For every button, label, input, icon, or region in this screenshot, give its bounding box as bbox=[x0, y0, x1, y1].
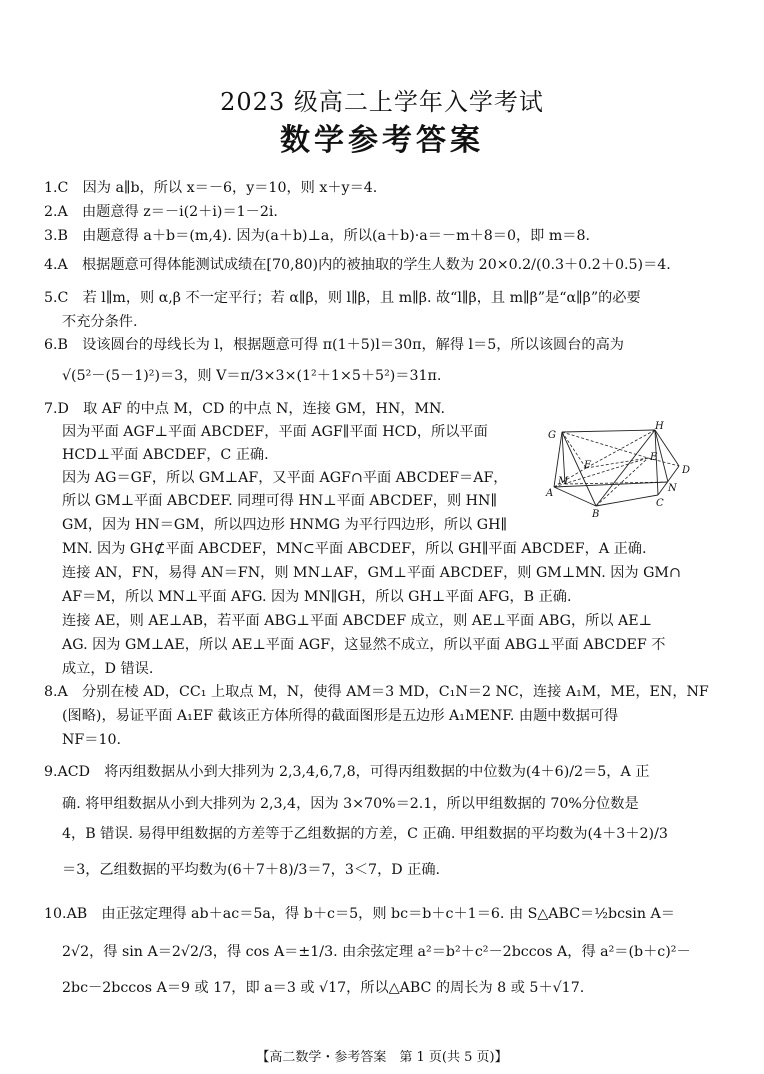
answer-1: 1.C 因为 a∥b，所以 x＝－6，y＝10，则 x＋y＝4. bbox=[44, 180, 378, 196]
label-A: A bbox=[546, 488, 554, 499]
answer-8-line3: NF＝10. bbox=[62, 732, 122, 748]
label-F: F bbox=[584, 460, 591, 471]
answer-7-line5: 所以 GM⊥平面 ABCDEF. 同理可得 HN⊥平面 ABCDEF，则 HN∥ bbox=[62, 493, 498, 509]
answer-2: 2.A 由题意得 z＝－i(2＋i)＝1－2i. bbox=[44, 204, 278, 220]
page-subtitle: 数学参考答案 bbox=[280, 123, 484, 158]
answer-5-line1: 5.C 若 l∥m，则 α,β 不一定平行；若 α∥β，则 l∥β，且 m∥β. 故“l∥β，且 m∥β”是“α∥β”的必要 bbox=[44, 290, 641, 306]
answer-9-line4: ＝3，乙组数据的平均数为(6＋7＋8)/3＝7，3＜7，D 正确. bbox=[62, 862, 441, 878]
answer-10-line3: 2bc－2bccos A＝9 或 17，即 a＝3 或 √17，所以△ABC 的周长为 8 或 5＋√17. bbox=[62, 980, 585, 996]
label-M: M bbox=[558, 476, 569, 487]
answer-7-line9: AF＝M，所以 MN⊥平面 AFG. 因为 MN∥GH，所以 GH⊥平面 AFG，B 正确. bbox=[62, 589, 572, 605]
answer-5-line2: 不充分条件. bbox=[62, 314, 138, 330]
answer-10-line2: 2√2，得 sin A＝2√2/3，得 cos A＝±1/3. 由余弦定理 a²＝b²＋c²－2bccos A，得 a²＝(b＋c)²－ bbox=[62, 944, 691, 960]
answer-7-line10: 连接 AE，则 AE⊥AB，若平面 ABG⊥平面 ABCDEF 成立，则 AE⊥平面 ABG，所以 AE⊥ bbox=[62, 613, 652, 629]
answer-7-line8: 连接 AN，FN，易得 AN＝FN，则 MN⊥AF，GM⊥平面 ABCDEF，则 GM⊥MN. 因为 GM∩ bbox=[62, 565, 681, 581]
label-G: G bbox=[548, 430, 556, 441]
answer-8-line1: 8.A 分别在棱 AD，CC₁ 上取点 M，N，使得 AM＝3 MD，C₁N＝2 NC，连接 A₁M，ME，EN，NF bbox=[44, 684, 709, 700]
answer-7-line1: 7.D 取 AF 的中点 M，CD 的中点 N，连接 GM，HN，MN. bbox=[44, 401, 446, 417]
answer-7-line6: GM，因为 HN＝GM，所以四边形 HNMG 为平行四边形，所以 GH∥ bbox=[62, 517, 508, 533]
answer-7-line12: 成立，D 错误. bbox=[62, 661, 154, 677]
label-E: E bbox=[650, 452, 658, 463]
answer-8-line2: (图略)，易证平面 A₁EF 截该正方体所得的截面图形是五边形 A₁MENF. 由题中数据可得 bbox=[62, 708, 619, 724]
page-footer: 【高二数学・参考答案 第 1 页(共 5 页)】 bbox=[256, 1050, 508, 1065]
answer-9-line1: 9.ACD 将丙组数据从小到大排列为 2,3,4,6,7,8，可得丙组数据的中位数为(4＋6)/2＝5，A 正 bbox=[44, 764, 650, 780]
answer-6-line1: 6.B 设该圆台的母线长为 l，根据题意可得 π(1＋5)l＝30π，解得 l＝5，所以该圆台的高为 bbox=[44, 337, 624, 353]
label-D: D bbox=[682, 465, 691, 476]
answer-9-line2: 确. 将甲组数据从小到大排列为 2,3,4，因为 3×70%＝2.1，所以甲组数据的 70%分位数是 bbox=[62, 796, 639, 812]
answer-7-line4: 因为 AG＝GF，所以 GM⊥AF，又平面 AGF∩平面 ABCDEF＝AF， bbox=[62, 470, 508, 486]
answer-3: 3.B 由题意得 a＋b＝(m,4). 因为(a＋b)⊥a，所以(a＋b)·a＝－m＋8＝0，即 m＝8. bbox=[44, 228, 591, 244]
label-N: N bbox=[668, 483, 677, 494]
label-H: H bbox=[655, 421, 664, 432]
label-B: B bbox=[592, 509, 600, 520]
answer-7-line7: MN. 因为 GH⊄平面 ABCDEF，MN⊂平面 ABCDEF，所以 GH∥平面 ABCDEF，A 正确. bbox=[62, 541, 647, 557]
answer-7-line2: 因为平面 AGF⊥平面 ABCDEF，平面 AGF∥平面 HCD，所以平面 bbox=[62, 424, 488, 440]
answer-6-line2: √(5²－(5－1)²)＝3，则 V＝π/3×3×(1²＋1×5＋5²)＝31π. bbox=[62, 368, 442, 384]
answer-7-line11: AG. 因为 GM⊥AE，所以 AE⊥平面 AGF，这显然不成立，所以平面 ABG⊥平面 ABCDEF 不 bbox=[62, 637, 666, 653]
page-title: 2023 级高二上学年入学考试 bbox=[220, 88, 544, 116]
answer-4: 4.A 根据题意可得体能测试成绩在[70,80)内的被抽取的学生人数为 20×0.2/(0.3＋0.2＋0.5)＝4. bbox=[44, 257, 671, 273]
hexagon-prism-figure bbox=[548, 420, 728, 520]
answer-7-line3: HCD⊥平面 ABCDEF，C 正确. bbox=[62, 447, 269, 463]
label-C: C bbox=[656, 498, 664, 509]
answer-9-line3: 4，B 错误. 易得甲组数据的方差等于乙组数据的方差，C 正确. 甲组数据的平均数为(4＋3＋2)/3 bbox=[62, 826, 668, 842]
answer-10-line1: 10.AB 由正弦定理得 ab＋ac＝5a，得 b＋c＝5，则 bc＝b＋c＋1＝6. 由 S△ABC＝½bcsin A＝ bbox=[44, 906, 675, 922]
